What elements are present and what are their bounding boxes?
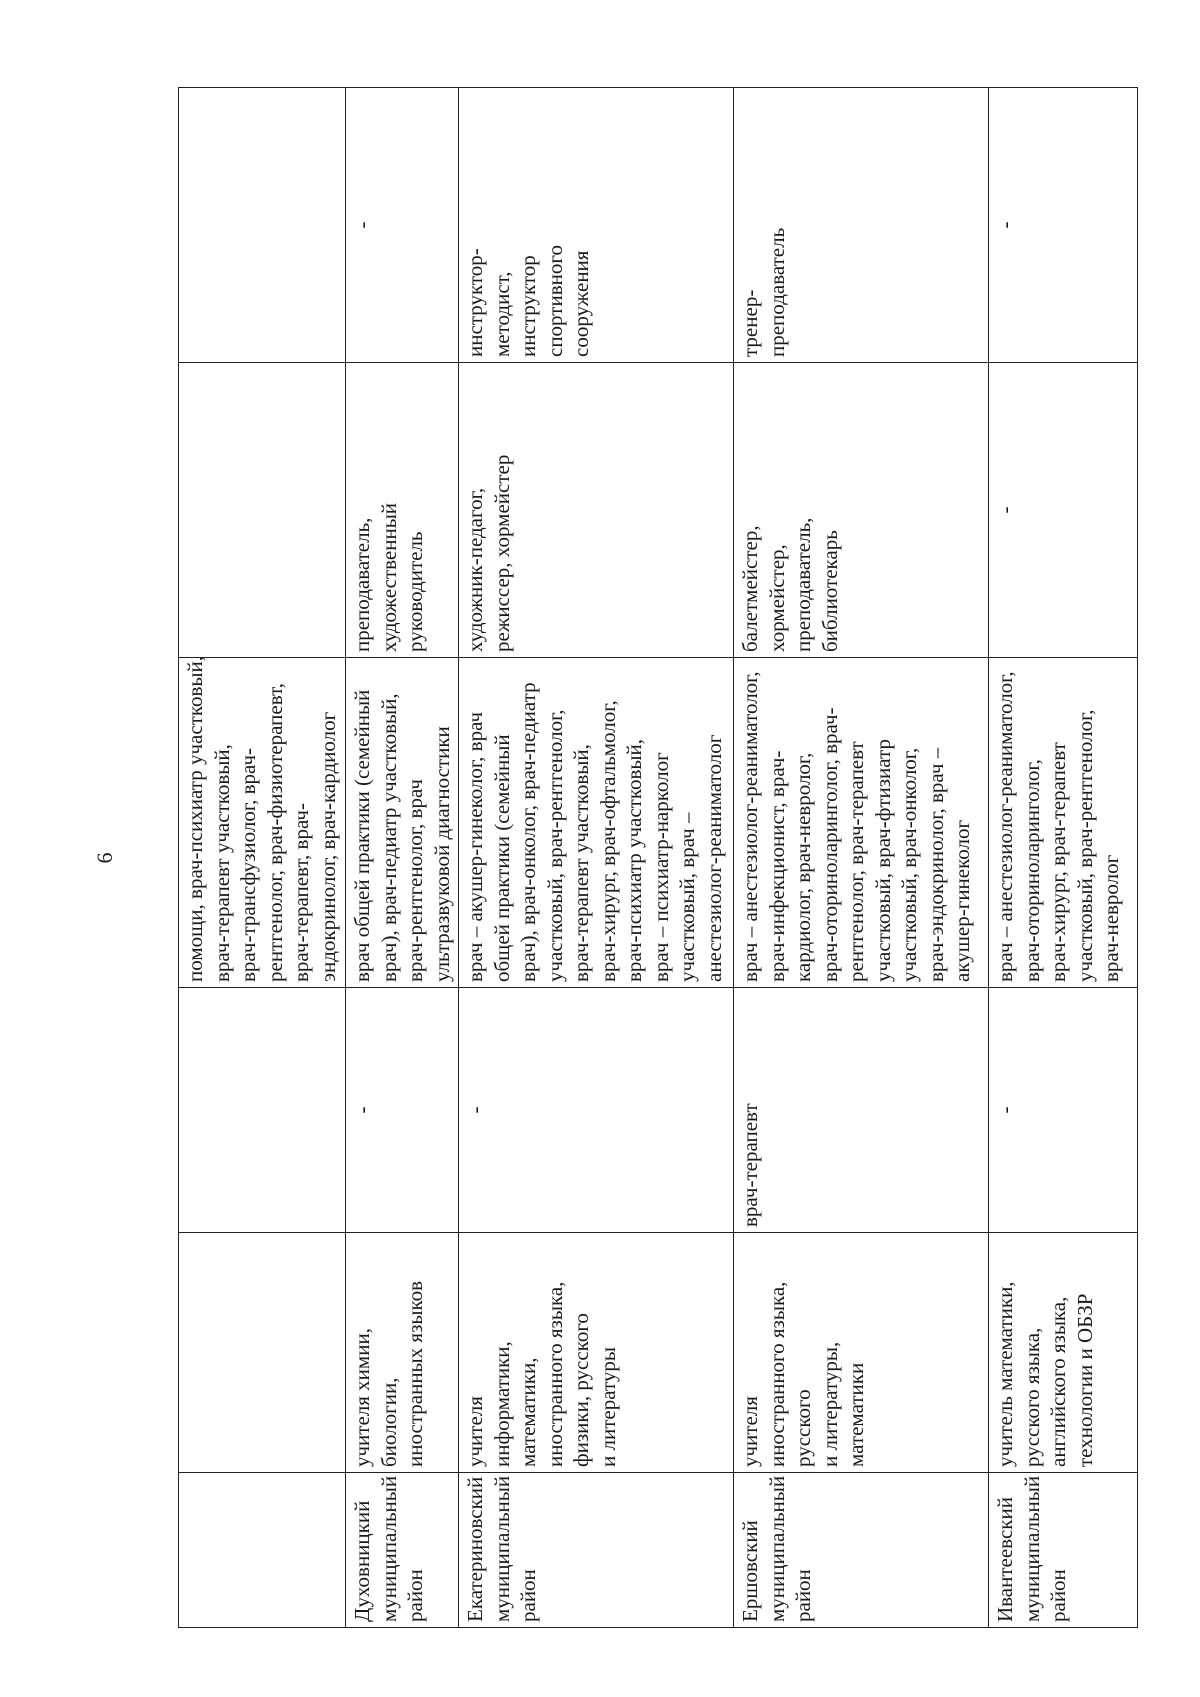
cell-text-line: художник-педагог, (463, 487, 487, 652)
cell-culture (346, 363, 459, 658)
cell-text-line: врач – акушер-гинеколог, врач (463, 711, 487, 982)
cell-text-line: врач), врач-педиатр участковый, (376, 693, 401, 982)
cell-doctors (179, 655, 346, 988)
cell-text-line: акушер-гинеколог (950, 819, 974, 982)
table-row (346, 88, 459, 1628)
cell-text-line: преподаватель, (791, 517, 815, 652)
cell-text-line: район (403, 1569, 427, 1622)
cell-text-line: врач-трансфузиолог, врач- (236, 747, 260, 982)
cell-text-line: русского языка, (1019, 1327, 1044, 1467)
cell-culture (734, 363, 989, 658)
cell-text-line: муниципальный (1019, 1475, 1044, 1622)
cell-text-line: преподаватель (764, 227, 789, 357)
cell-text-line: иностранных языков (403, 1280, 427, 1467)
cell-text-line: иностранного языка, (764, 1281, 789, 1467)
cell-text-line: балетмейстер, (738, 525, 762, 652)
cell-text-line: помощи, врач-психиатр участковый, (183, 655, 207, 982)
cell-vacancy (989, 988, 1138, 1233)
cell-text-line: врач-хирург, врач-офтальмолог, (595, 700, 620, 982)
cell-vacancy (346, 988, 459, 1233)
cell-district (346, 1473, 459, 1628)
cell-vacancy (459, 988, 734, 1233)
cell-text-line: тренер- (738, 289, 762, 357)
cell-text-line: учителя химии, (350, 1328, 374, 1467)
cell-teachers (346, 1233, 459, 1473)
cell-text-line: район (791, 1569, 815, 1622)
cell-text-line: врач-хирург, врач-терапевт (1046, 742, 1070, 982)
cell-text-line: инструктор- (463, 248, 487, 357)
cell-text-line: методист, (489, 271, 514, 357)
cell-sport (179, 88, 346, 363)
cell-text-line: математики (844, 1362, 868, 1467)
cell-text-line: и литературы, (817, 1341, 842, 1467)
cell-text-line: - (993, 221, 1017, 229)
cell-text-line: сооружения (569, 250, 593, 357)
table-row (179, 88, 346, 1628)
cell-text-line: район (516, 1569, 540, 1622)
cell-text-line: врач-психиатр участковый, (622, 739, 646, 982)
cell-text-line: русского (791, 1389, 815, 1467)
cell-text-line: режиссер, хормейстер (489, 454, 514, 652)
cell-culture (989, 363, 1138, 658)
cell-text-line: врач – психиатр-нарколог (648, 752, 673, 982)
cell-text-line: инструктор (516, 255, 540, 357)
cell-text-line: - (993, 1106, 1017, 1114)
cell-district (179, 1473, 346, 1628)
cell-text-line: биологии, (376, 1377, 401, 1467)
cell-text-line: технологии и ОБЗР (1072, 1293, 1097, 1467)
cell-sport (459, 88, 734, 363)
cell-teachers (179, 1233, 346, 1473)
cell-doctors (346, 658, 459, 988)
page-number: 6 (92, 852, 117, 864)
cell-text-line: рентгенолог, врач-физиотерапевт, (262, 683, 287, 982)
cell-text-line: врач – анестезиолог-реаниматолог, (738, 671, 762, 982)
cell-text-line: - (993, 506, 1017, 514)
cell-text-line: Екатериновский (463, 1476, 487, 1622)
cell-text-line: участковый, врач-фтизиатр (870, 739, 895, 982)
cell-text-line: врач-терапевт участковый, (569, 744, 593, 982)
cell-text-line: - (350, 221, 374, 229)
cell-text-line: врач – анестезиолог-реаниматолог, (993, 671, 1017, 982)
cell-text-line: врач-оториноларинголог, врач- (817, 707, 842, 982)
cell-text-line: врач-эндокринолог, врач – (923, 747, 948, 982)
cell-text-line: учитель математики, (993, 1281, 1017, 1467)
cell-sport (989, 88, 1138, 363)
cell-text-line: врач), врач-онколог, врач-педиатр (516, 682, 540, 982)
cell-text-line: библиотекарь (817, 530, 842, 652)
cell-text-line: Ивантеевский (993, 1497, 1017, 1622)
cell-text-line: участковый, врач-онколог, (897, 747, 921, 982)
cell-text-line: физики, русского (569, 1313, 593, 1467)
cell-text-line: - (463, 1106, 487, 1114)
cell-doctors (459, 658, 734, 988)
cell-teachers (734, 1233, 989, 1473)
cell-district (734, 1473, 989, 1628)
cell-text-line: рентгенолог, врач-терапевт (844, 741, 868, 982)
cell-vacancy (179, 988, 346, 1233)
cell-teachers (989, 1233, 1138, 1473)
cell-sport (734, 88, 989, 363)
cell-doctors (734, 658, 989, 988)
cell-culture (459, 363, 734, 658)
cell-text-line: врач-терапевт, врач- (289, 803, 313, 982)
cell-teachers (459, 1233, 734, 1473)
cell-text-line: район (1046, 1569, 1070, 1622)
cell-text-line: учителя (738, 1396, 762, 1467)
staffing-table (178, 87, 1138, 1628)
cell-text-line: участковый, врач-рентгенолог, (542, 709, 567, 982)
cell-text-line: спортивного (542, 245, 567, 357)
rotated-table-area (178, 88, 1123, 1628)
cell-text-line: врач-оториноларинголог, (1019, 759, 1044, 982)
cell-district (989, 1473, 1138, 1628)
cell-text-line: участковый, врач – (675, 812, 699, 982)
cell-vacancy (734, 988, 989, 1233)
cell-text-line: руководитель (403, 531, 427, 652)
cell-text-line: врач-терапевт (738, 1103, 762, 1227)
cell-text-line: художественный (376, 502, 401, 652)
cell-text-line: Духовницкий (350, 1500, 374, 1622)
cell-district (459, 1473, 734, 1628)
cell-culture (179, 363, 346, 658)
cell-text-line: общей практики (семейный (489, 734, 514, 982)
cell-doctors (989, 658, 1138, 988)
rotated-table-wrapper (178, 88, 1123, 1628)
cell-text-line: английского языка, (1046, 1296, 1070, 1467)
cell-text-line: иностранного языка, (542, 1281, 567, 1467)
cell-text-line: математики, (516, 1357, 540, 1467)
table-row (734, 88, 989, 1628)
cell-text-line: врач общей практики (семейный (350, 689, 374, 982)
cell-text-line: муниципальный (764, 1475, 789, 1622)
cell-text-line: - (350, 1106, 374, 1114)
cell-text-line: врач-рентгенолог, врач (403, 779, 427, 982)
cell-text-line: ультразвуковой диагностики (429, 726, 454, 982)
cell-text-line: и литературы (595, 1347, 620, 1467)
cell-text-line: муниципальный (489, 1475, 514, 1622)
cell-text-line: учителя (463, 1396, 487, 1467)
cell-text-line: хормейстер, (764, 544, 789, 652)
cell-text-line: муниципальный (376, 1475, 401, 1622)
cell-text-line: участковый, врач-рентгенолог, (1072, 709, 1097, 982)
table-body (179, 88, 1138, 1628)
cell-text-line: врач-инфекционист, врач- (764, 750, 789, 982)
cell-text-line: кардиолог, врач-невролог, (791, 752, 815, 982)
table-row (459, 88, 734, 1628)
cell-sport (346, 88, 459, 363)
cell-text-line: преподаватель, (350, 517, 374, 652)
table-row (989, 88, 1138, 1628)
cell-text-line: Ершовский (738, 1520, 762, 1622)
cell-text-line: врач-невролог (1099, 854, 1123, 982)
cell-text-line: эндокринолог, врач-кардиолог (315, 711, 340, 982)
cell-text-line: информатики, (489, 1341, 514, 1467)
cell-text-line: анестезиолог-реаниматолог (701, 734, 726, 982)
cell-text-line: врач-терапевт участковый, (209, 744, 234, 982)
